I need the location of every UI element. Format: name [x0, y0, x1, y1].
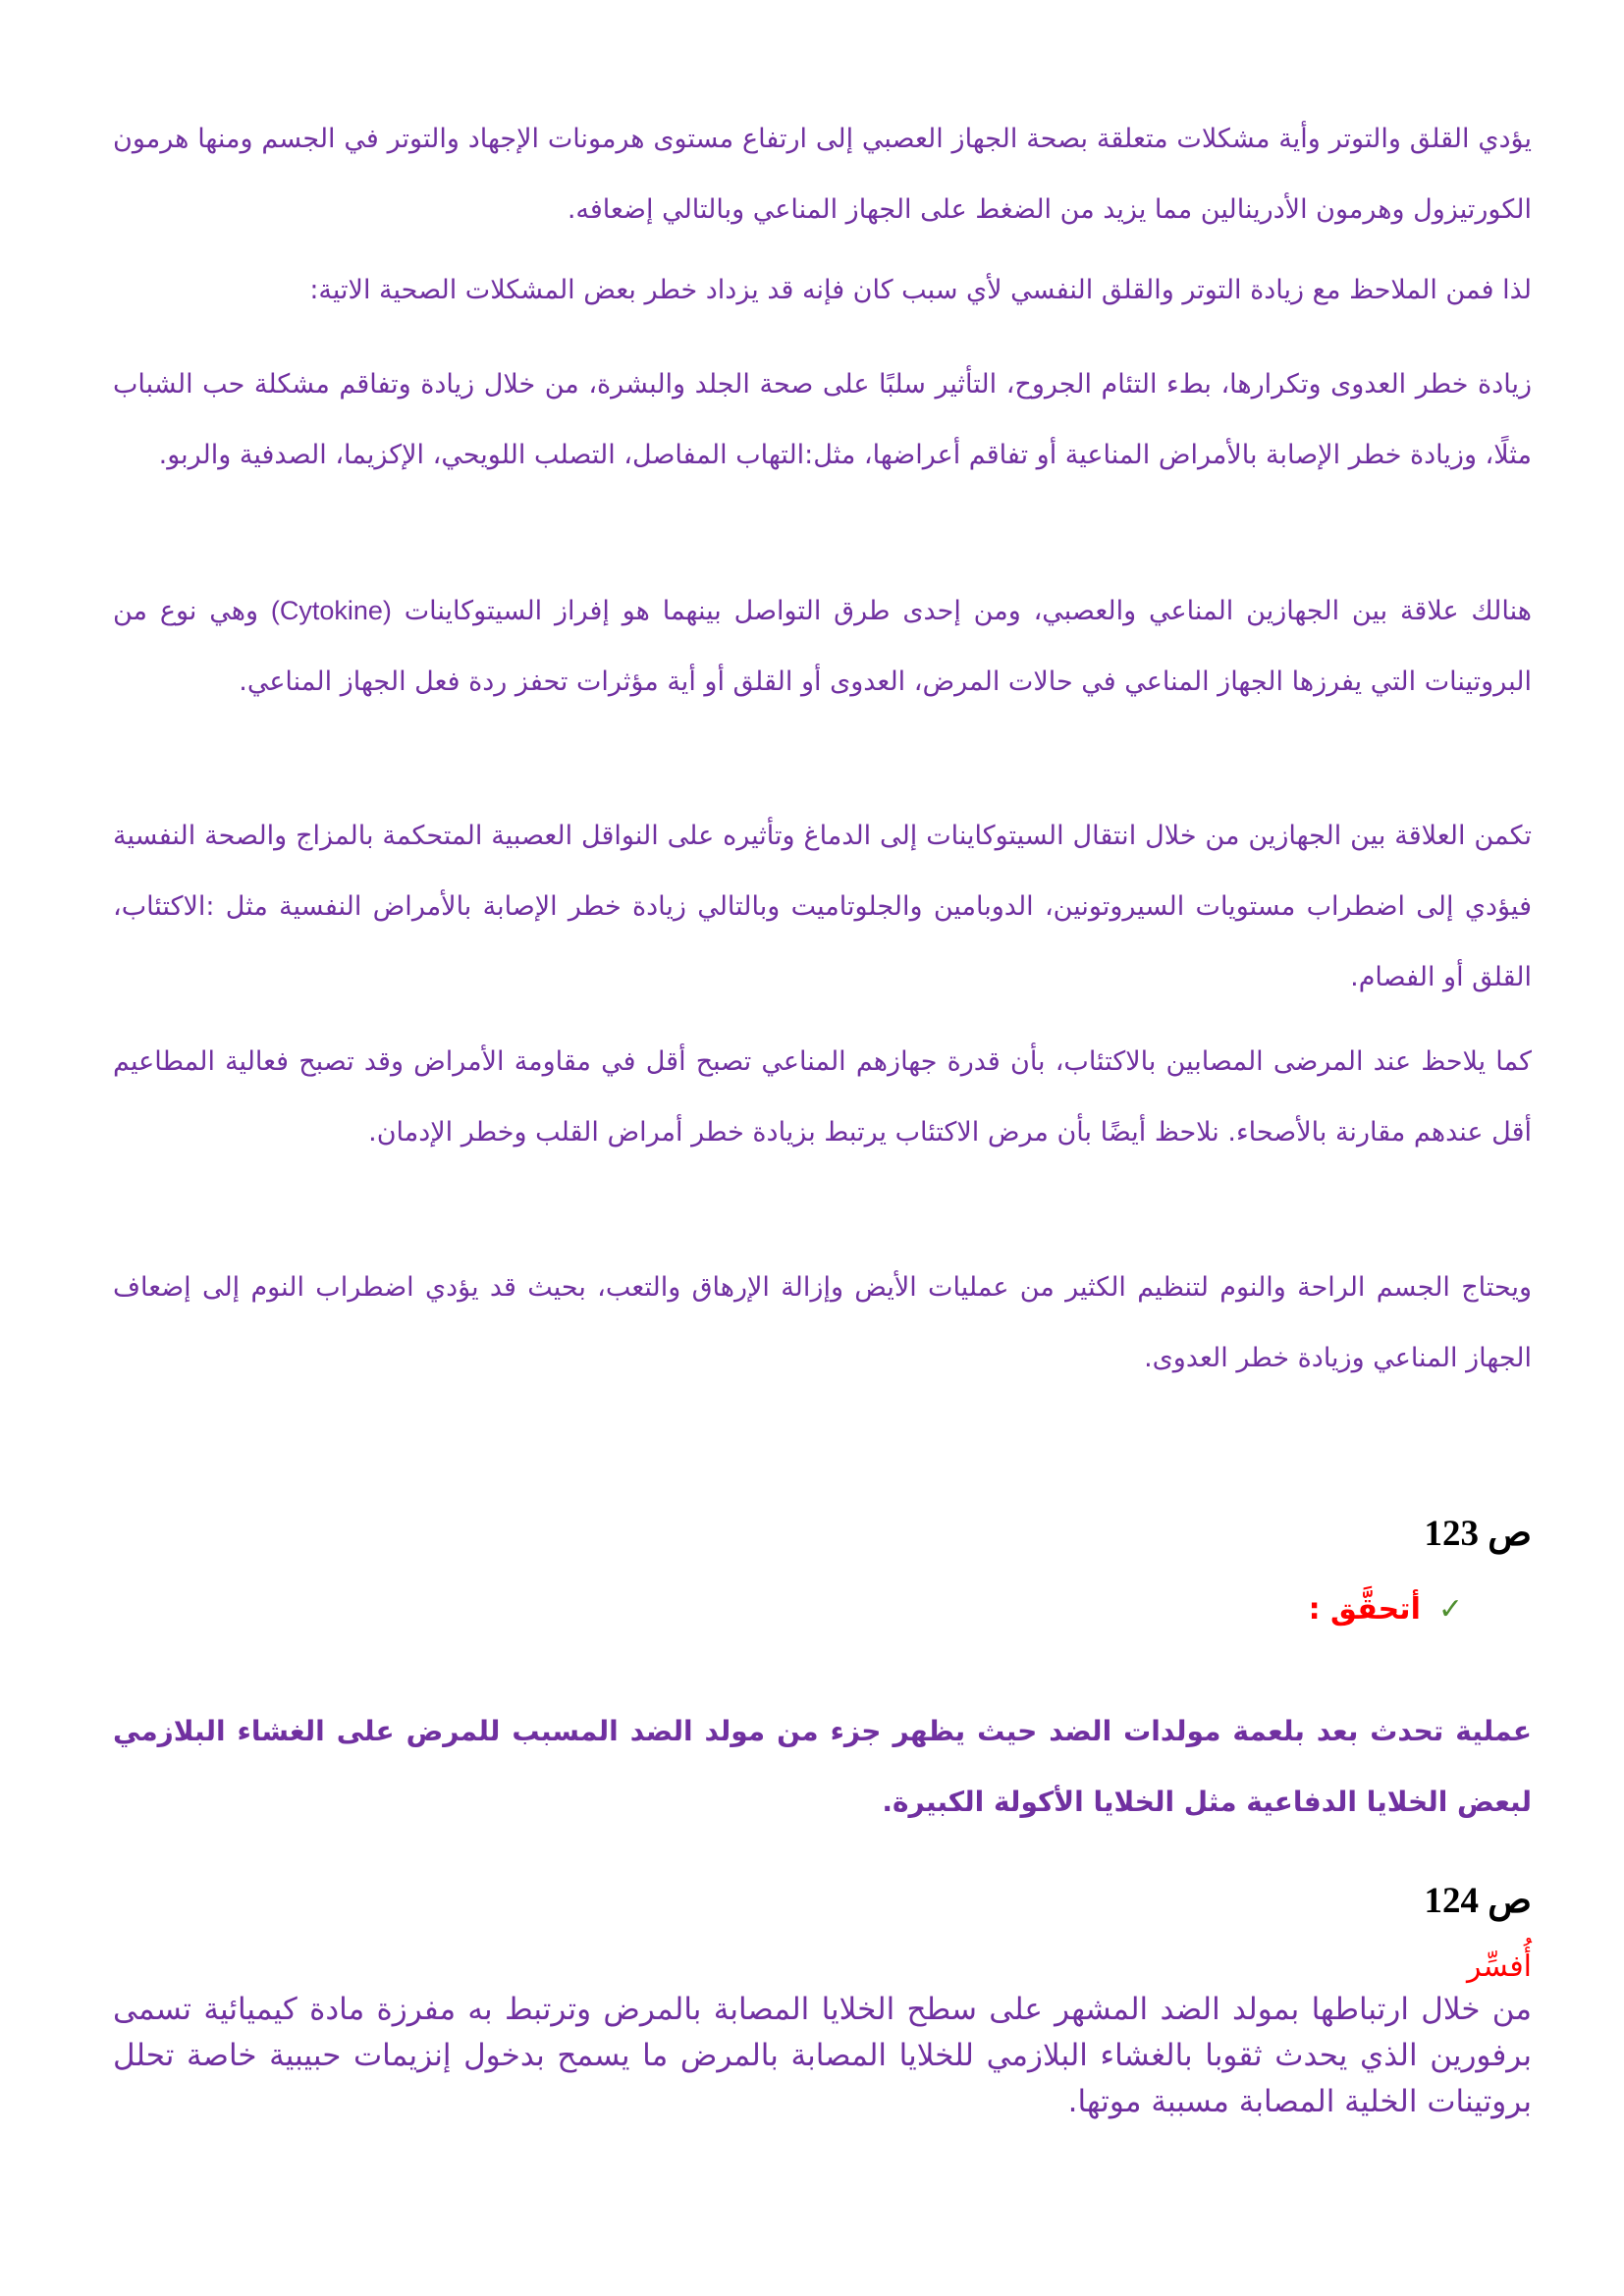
explain-text: من خلال ارتباطها بمولد الضد المشهر على سطح الخلايا المصابة بالمرض وترتبط به مفرزة مادة كيميائية تسمى برفورين الذي يحدث ثقوبا بالغشاء البلازمي للخلايا المصابة بالمرض ما يسمح بدخول إنزيمات حبيبية خاصة تحلل بروتينات الخلية المصابة مسببة موتها.	[113, 1992, 1532, 2119]
paragraph-health-problems	[113, 255, 1532, 326]
paragraph-brain-relation	[113, 801, 1532, 1013]
paragraph-text: ويحتاج الجسم الراحة والنوم لتنظيم الكثير من عمليات الأيض وإزالة الإرهاق والتعب، بحيث قد يؤدي اضطراب النوم إلى إضعاف الجهاز المناعي وزيادة خطر العدوى.	[113, 1272, 1532, 1373]
explain-answer	[113, 1987, 1532, 2125]
cytokine-after: وهي نوع من البروتينات التي يفرزها الجهاز المناعي في حالات المرض، العدوى أو القلق أو أية مؤثرات تحفز ردة فعل الجهاز المناعي.	[113, 596, 1532, 697]
paragraph-text: زيادة خطر العدوى وتكرارها، بطء التئام الجروح، التأثير سلبًا على صحة الجلد والبشرة، من خلال زيادة وتفاقم مشكلة حب الشباب مثلًا، وزيادة خطر الإصابة بالأمراض المناعية أو تفاقم أعراضها، مثل:التهاب المفاصل، التصلب اللويحي، الإكزيما، الصدفية والربو.	[113, 369, 1532, 470]
check-answer	[113, 1696, 1532, 1838]
page-number: ص 124	[1424, 1881, 1532, 1921]
paragraph-stress-hormones	[113, 104, 1532, 245]
check-heading	[113, 1592, 1532, 1627]
paragraph-risks-list	[113, 349, 1532, 491]
paragraph-text: كما يلاحظ عند المرضى المصابين بالاكتئاب، بأن قدرة جهازهم المناعي تصبح أقل في مقاومة الأمراض وقد تصبح فعالية المطاعيم أقل عندهم مقارنة بالأصحاء. نلاحظ أيضًا بأن مرض الاكتئاب يرتبط بزيادة خطر أمراض القلب وخطر الإدمان.	[113, 1046, 1532, 1148]
paragraph-cytokine	[113, 575, 1532, 718]
cytokine-before: هنالك علاقة بين الجهازين المناعي والعصبي، ومن إحدى طرق التواصل بينهما هو إفراز السيتوكاينات	[391, 596, 1532, 626]
answer-text: عملية تحدث بعد بلعمة مولدات الضد حيث يظهر جزء من مولد الضد المسبب للمرض على الغشاء البلازمي لبعض الخلايا الدفاعية مثل الخلايا الأكولة الكبيرة.	[113, 1715, 1532, 1818]
page-number: ص 123	[1424, 1514, 1532, 1554]
paragraph-depression	[113, 1027, 1532, 1168]
explain-label: أُفسِّر	[1467, 1949, 1532, 1984]
paragraph-text	[113, 575, 1532, 718]
check-label: أتحقَّق :	[1308, 1592, 1421, 1627]
explain-heading	[113, 1949, 1532, 1984]
paragraph-text: لذا فمن الملاحظ مع زيادة التوتر والقلق النفسي لأي سبب كان فإنه قد يزداد خطر بعض المشكلات الصحية الاتية:	[309, 275, 1532, 305]
check-mark-icon: ✓	[1437, 1592, 1463, 1627]
page-heading-124	[113, 1879, 1532, 1922]
page-heading-123	[113, 1512, 1532, 1555]
paragraph-text: تكمن العلاقة بين الجهازين من خلال انتقال السيتوكاينات إلى الدماغ وتأثيره على النواقل العصبية المتحكمة بالمزاج والصحة النفسية فيؤدي إلى اضطراب مستويات السيروتونين، الدوبامين والجلوتاميت وبالتالي زيادة خطر الإصابة بالأمراض النفسية مثل :الاكتئاب، القلق أو الفصام.	[113, 821, 1532, 992]
paragraph-sleep	[113, 1253, 1532, 1394]
paragraph-text: يؤدي القلق والتوتر وأية مشكلات متعلقة بصحة الجهاز العصبي إلى ارتفاع مستوى هرمونات الإجهاد والتوتر في الجسم ومنها هرمون الكورتيزول وهرمون الأدرينالين مما يزيد من الضغط على الجهاز المناعي وبالتالي إضعافه.	[113, 124, 1532, 225]
cytokine-term: (Cytokine)	[270, 596, 392, 625]
